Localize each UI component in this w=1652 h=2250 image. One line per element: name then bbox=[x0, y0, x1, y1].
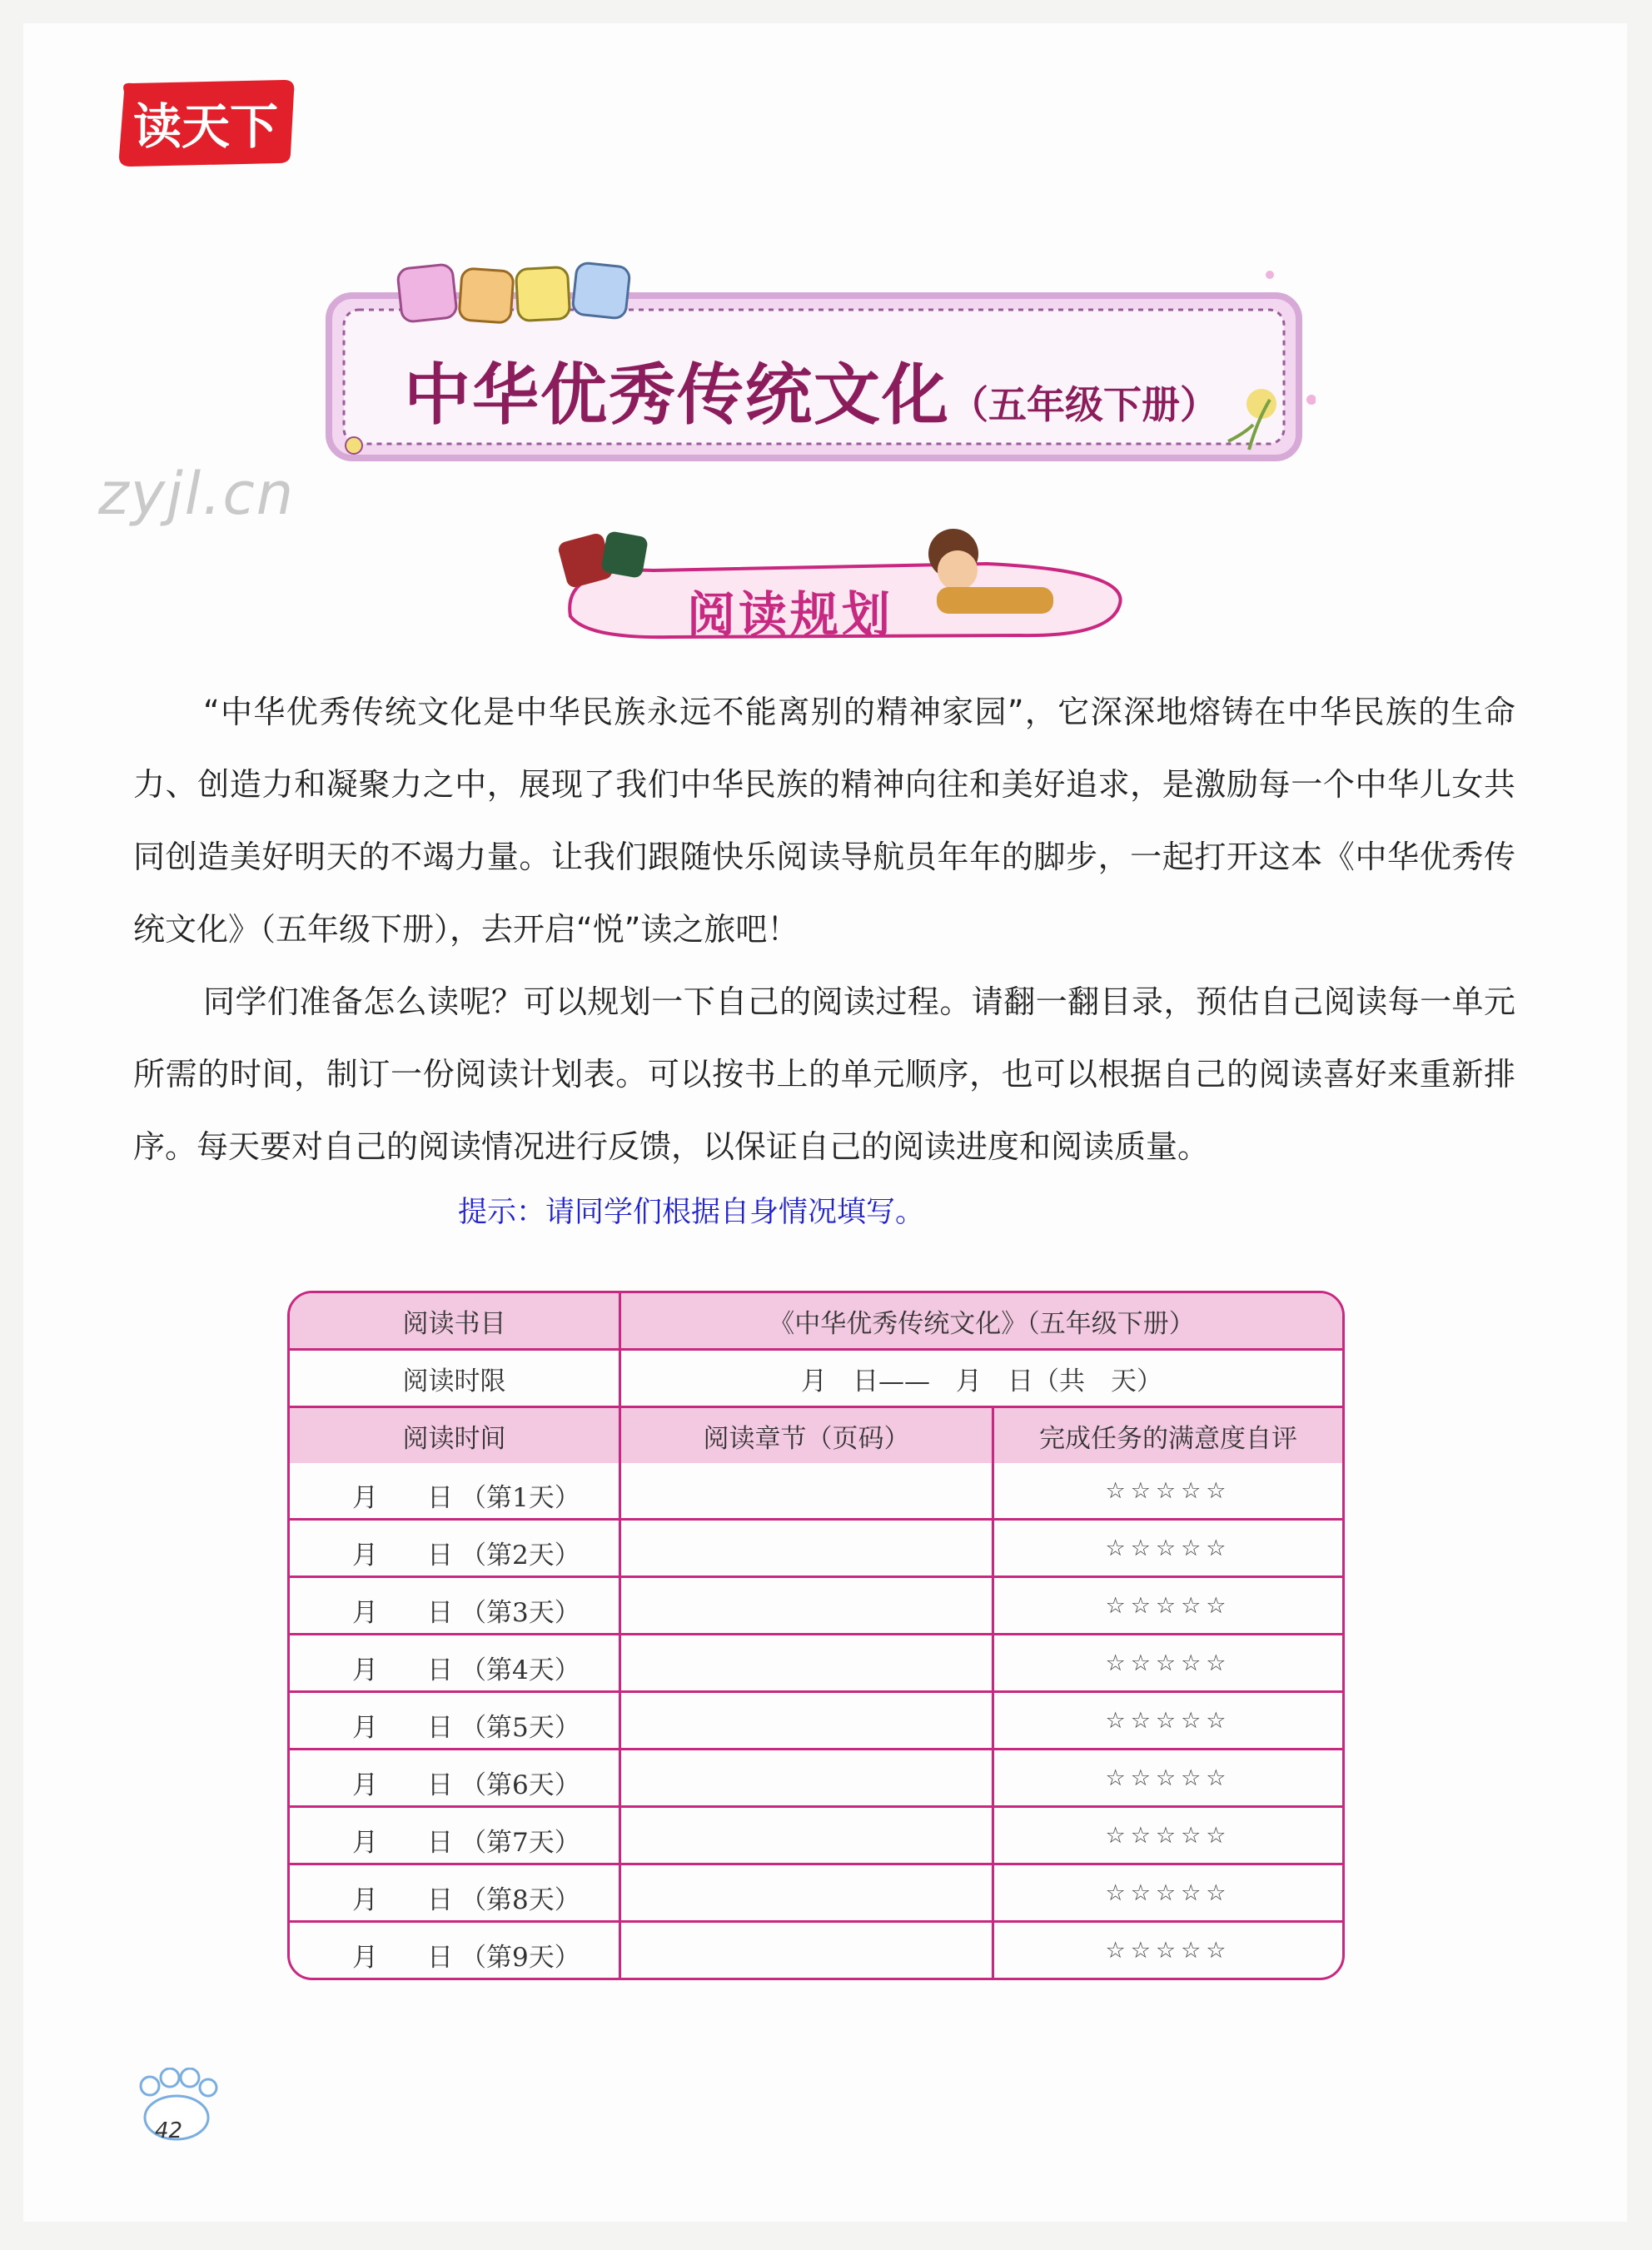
col-header-chapter: 阅读章节（页码） bbox=[621, 1408, 994, 1463]
day-label: 日 bbox=[427, 1598, 453, 1628]
table-header-row bbox=[290, 1408, 1342, 1463]
day-number-label: （第3天） bbox=[460, 1598, 580, 1628]
col-header-rating: 完成任务的满意度自评 bbox=[994, 1408, 1342, 1463]
month-label: 月 bbox=[352, 1943, 378, 1973]
banner-title bbox=[404, 341, 1218, 437]
month-label: 月 bbox=[352, 1885, 378, 1915]
date-cell[interactable] bbox=[290, 1463, 621, 1521]
date-cell[interactable] bbox=[290, 1923, 621, 1978]
table-row bbox=[290, 1578, 1342, 1635]
day-label: 日 bbox=[427, 1655, 453, 1685]
chapter-cell[interactable] bbox=[621, 1865, 994, 1923]
month-label: 月 bbox=[352, 1483, 378, 1513]
rating-stars[interactable]: ☆☆☆☆☆ bbox=[1105, 1937, 1232, 1964]
day-number-label: （第9天） bbox=[460, 1943, 580, 1973]
month-label: 月 bbox=[352, 1598, 378, 1628]
chapter-cell[interactable] bbox=[621, 1463, 994, 1521]
table-row bbox=[290, 1463, 1342, 1521]
month-label: 月 bbox=[352, 1713, 378, 1743]
date-cell[interactable] bbox=[290, 1578, 621, 1635]
section-tag-text: 读天下 bbox=[132, 98, 279, 155]
table-row bbox=[290, 1635, 1342, 1693]
paragraph-2: 同学们准备怎么读呢？可以规划一下自己的阅读过程。请翻一翻目录，预估自己阅读每一单元所需的时间，制订一份阅读计划表。可以按书上的单元顺序，也可以根据自己的阅读喜好来重新排序。每天要对自己的阅读情况进行反馈，以保证自己的阅读进度和阅读质量。 bbox=[133, 983, 1515, 1165]
day-number-label: （第4天） bbox=[460, 1655, 580, 1685]
day-label: 日 bbox=[427, 1541, 453, 1571]
table-row-period bbox=[290, 1351, 1342, 1408]
title-banner bbox=[321, 258, 1316, 466]
rating-stars[interactable]: ☆☆☆☆☆ bbox=[994, 1693, 1342, 1750]
reading-plan-table bbox=[287, 1291, 1345, 1980]
page-number: 42 bbox=[155, 2118, 183, 2143]
col-header-time: 阅读时间 bbox=[290, 1408, 621, 1463]
day-number-label: （第7天） bbox=[460, 1828, 580, 1858]
month-label: 月 bbox=[352, 1770, 378, 1800]
rating-stars[interactable]: ☆☆☆☆☆ bbox=[994, 1635, 1342, 1693]
section-title: 阅读规划 bbox=[687, 586, 894, 643]
day-label: 日 bbox=[427, 1828, 453, 1858]
book-value: 《中华优秀传统文化》（五年级下册） bbox=[621, 1293, 1342, 1351]
hint-text: 提示：请同学们根据自身情况填写。 bbox=[458, 1196, 925, 1229]
rating-stars[interactable]: ☆☆☆☆☆ bbox=[994, 1750, 1342, 1808]
table-row bbox=[290, 1808, 1342, 1865]
day-number-label: （第2天） bbox=[460, 1541, 580, 1571]
rating-stars[interactable]: ☆☆☆☆☆ bbox=[994, 1578, 1342, 1635]
date-cell[interactable] bbox=[290, 1808, 621, 1865]
month-label: 月 bbox=[352, 1541, 378, 1571]
intro-text bbox=[133, 676, 1515, 1183]
day-number-label: （第5天） bbox=[460, 1713, 580, 1743]
date-cell[interactable] bbox=[290, 1521, 621, 1578]
day-label: 日 bbox=[427, 1483, 453, 1513]
rating-stars[interactable]: ☆☆☆☆☆ bbox=[994, 1463, 1342, 1521]
reading-plan-header bbox=[554, 520, 1137, 654]
chapter-cell[interactable] bbox=[621, 1521, 994, 1578]
chapter-cell[interactable] bbox=[621, 1635, 994, 1693]
date-cell[interactable] bbox=[290, 1750, 621, 1808]
month-label: 月 bbox=[352, 1655, 378, 1685]
day-label: 日 bbox=[427, 1885, 453, 1915]
chapter-cell[interactable] bbox=[621, 1808, 994, 1865]
date-cell[interactable] bbox=[290, 1693, 621, 1750]
table-row bbox=[290, 1865, 1342, 1923]
day-label: 日 bbox=[427, 1713, 453, 1743]
table-row-book bbox=[290, 1293, 1342, 1351]
table-row bbox=[290, 1750, 1342, 1808]
watermark: zyjl.cn bbox=[98, 460, 296, 528]
section-tag-logo bbox=[112, 77, 300, 175]
period-value[interactable]: 月 日—— 月 日（共 天） bbox=[621, 1351, 1342, 1408]
period-label: 阅读时限 bbox=[290, 1351, 621, 1408]
day-number-label: （第8天） bbox=[460, 1885, 580, 1915]
chapter-cell[interactable] bbox=[621, 1750, 994, 1808]
day-label: 日 bbox=[427, 1943, 453, 1973]
table-row bbox=[290, 1521, 1342, 1578]
date-cell[interactable] bbox=[290, 1865, 621, 1923]
chapter-cell[interactable] bbox=[621, 1923, 994, 1978]
table-row bbox=[290, 1923, 1342, 1978]
rating-stars[interactable]: ☆☆☆☆☆ bbox=[994, 1521, 1342, 1578]
chapter-cell[interactable] bbox=[621, 1578, 994, 1635]
paragraph-1: “中华优秀传统文化是中华民族永远不能离别的精神家园”，它深深地熔铸在中华民族的生命力、创造力和凝聚力之中，展现了我们中华民族的精神向往和美好追求，是激励每一个中华儿女共同创造美好明天的不竭力量。让我们跟随快乐阅读导航员年年的脚步，一起打开这本《中华优秀传统文化》（五年级下册），去开启“悦”读之旅吧！ bbox=[133, 694, 1515, 948]
banner-title-main: 中华优秀传统文化 bbox=[404, 356, 950, 434]
table-row bbox=[290, 1693, 1342, 1750]
book-label: 阅读书目 bbox=[290, 1293, 621, 1351]
day-number-label: （第6天） bbox=[460, 1770, 580, 1800]
month-label: 月 bbox=[352, 1828, 378, 1858]
banner-subtitle: （五年级下册） bbox=[950, 382, 1218, 427]
rating-stars[interactable]: ☆☆☆☆☆ bbox=[994, 1865, 1342, 1923]
day-number-label: （第1天） bbox=[460, 1483, 580, 1513]
rating-stars[interactable]: ☆☆☆☆☆ bbox=[994, 1808, 1342, 1865]
day-label: 日 bbox=[427, 1770, 453, 1800]
chapter-cell[interactable] bbox=[621, 1693, 994, 1750]
date-cell[interactable] bbox=[290, 1635, 621, 1693]
